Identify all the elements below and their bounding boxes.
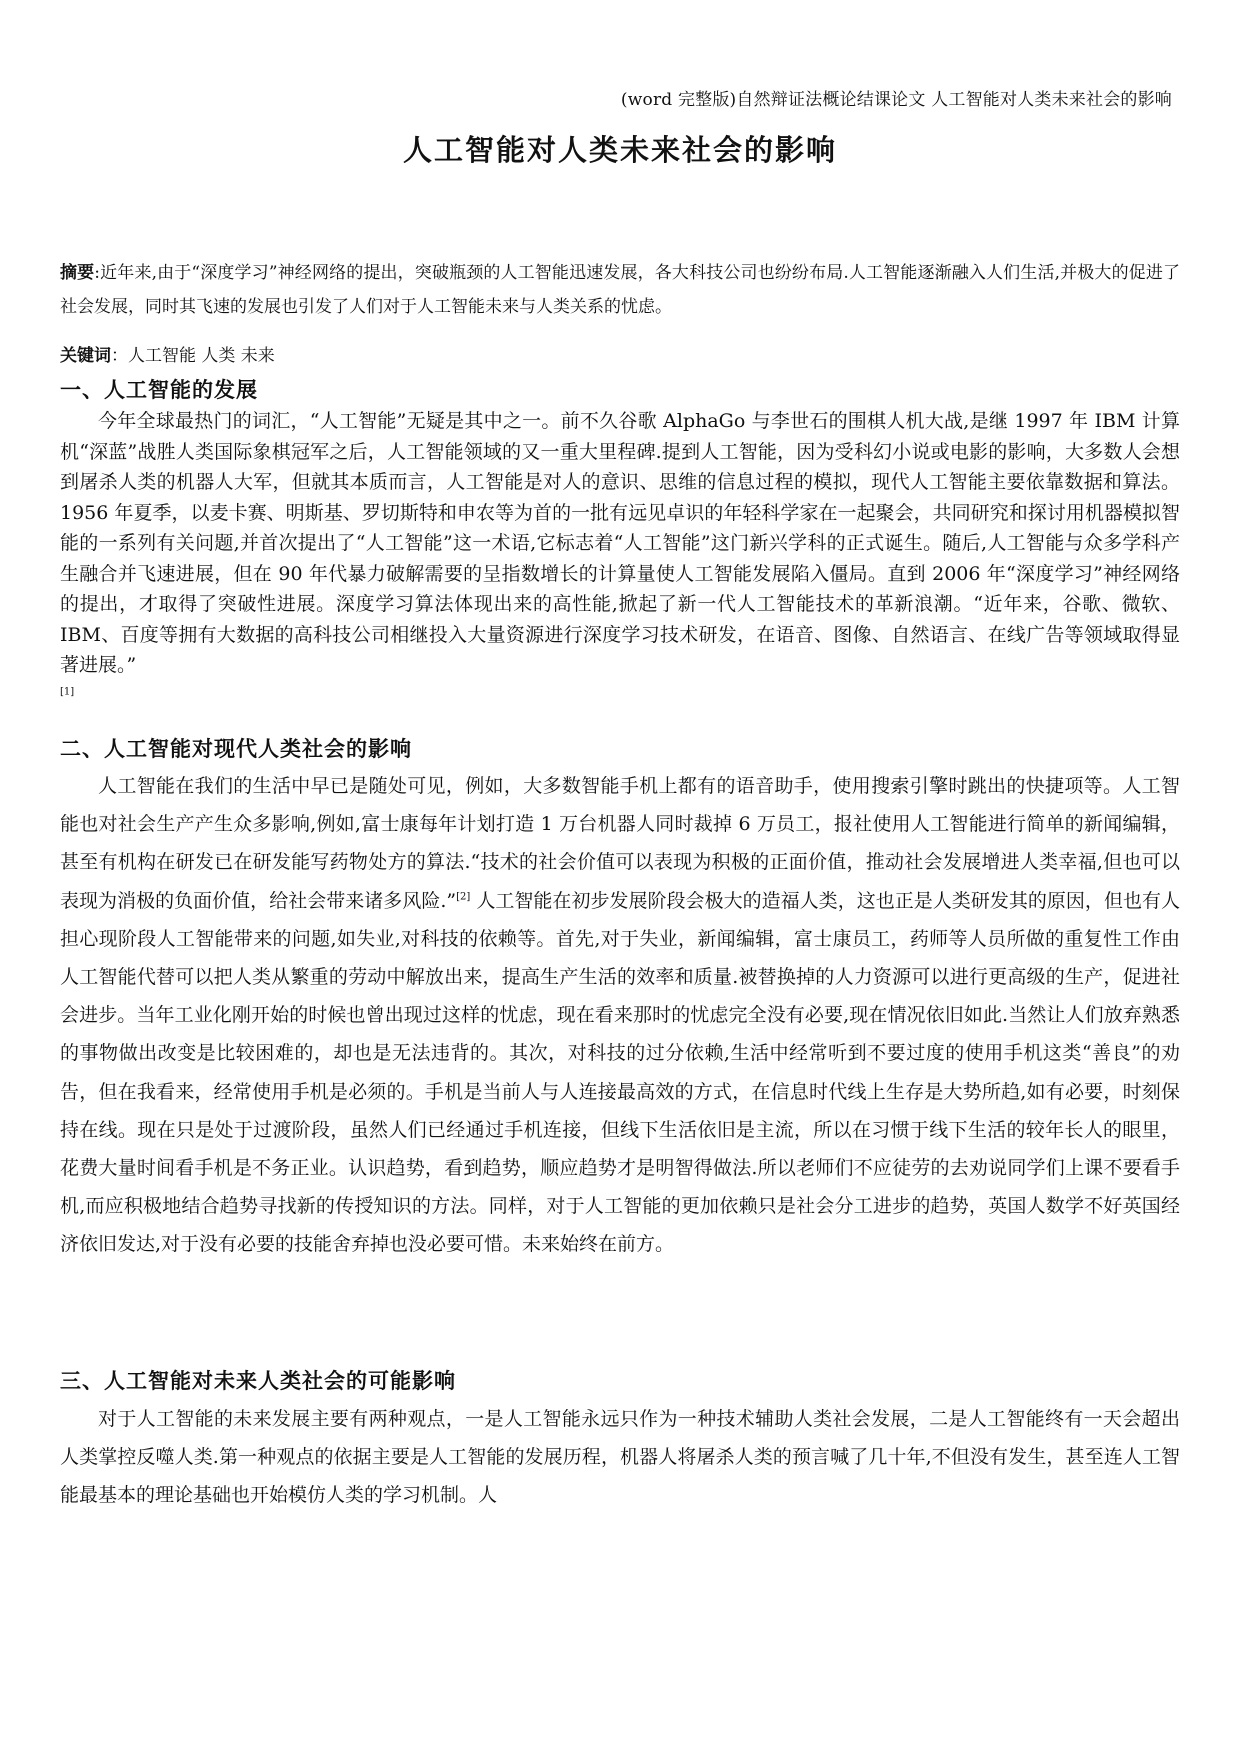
keywords-label: 关键词 (60, 346, 111, 366)
abstract-text: :近年来,由于“深度学习”神经网络的提出，突破瓶颈的人工智能迅速发展，各大科技公司也纷纷布局.人工智能逐渐融入人们生活,并极大的促进了社会发展，同时其飞速的发展也引发了人们对于人工智能未来与人类关系的忧虑。 (60, 263, 1181, 317)
paragraph-text: 今年全球最热门的词汇，“人工智能”无疑是其中之一。前不久谷歌 AlphaGo 与李世石的围棋人机大战,是继 1997 年 IBM 计算机“深蓝”战胜人类国际象棋冠军之后，人工智能领域的又一重大里程碑.提到人工智能，因为受科幻小说或电影的影响，大多数人会想到屠杀人类的机器人大军，但就其本质而言，人工智能是对人的意识、思维的信息过程的模拟，现代人工智能主要依靠数据和算法。1956 年夏季，以麦卡赛、明斯基、罗切斯特和申农等为首的一批有远见卓识的年轻科学家在一起聚会，共同研究和探讨用机器模拟智能的一系列有关问题,并首次提出了“人工智能”这一术语,它标志着“人工智能”这门新兴学科的正式诞生。随后,人工智能与众多学科产生融合并飞速进展，但在 90 年代暴力破解需要的呈指数增长的计算量使人工智能发展陷入僵局。直到 2006 年“深度学习”神经网络的提出，才取得了突破性进展。深度学习算法体现出来的高性能,掀起了新一代人工智能技术的革新浪潮。“近年来，谷歌、微软、IBM、百度等拥有大数据的高科技公司相继投入大量资源进行深度学习技术研发，在语音、图像、自然语言、在线广告等领域取得显著进展。” (60, 410, 1180, 676)
section-2-paragraph (60, 767, 1180, 1264)
keywords (60, 342, 275, 370)
section-1-paragraph (60, 406, 1180, 711)
section-heading-1: 一、人工智能的发展 (60, 377, 258, 402)
paragraph-text: 对于人工智能的未来发展主要有两种观点，一是人工智能永远只作为一种技术辅助人类社会发展，二是人工智能终有一天会超出人类掌控反噬人类.第一种观点的依据主要是人工智能的发展历程，机器人将屠杀人类的预言喊了几十年,不但没有发生，甚至连人工智能最基本的理论基础也开始模仿人类的学习机制。人 (60, 1408, 1180, 1507)
document-page (60, 0, 1180, 1754)
abstract (60, 256, 1180, 324)
section-heading-3: 三、人工智能对未来人类社会的可能影响 (60, 1368, 456, 1393)
keywords-text: ：人工智能 人类 未来 (111, 346, 275, 366)
running-header: (word 完整版)自然辩证法概论结课论文 人工智能对人类未来社会的影响 (620, 90, 1172, 110)
paragraph-text: 人工智能在初步发展阶段会极大的造福人类，这也正是人类研发其的原因，但也有人担心现阶段人工智能带来的问题,如失业,对科技的依赖等。首先,对于失业，新闻编辑，富士康员工，药师等人员所做的重复性工作由人工智能代替可以把人类从繁重的劳动中解放出来，提高生产生活的效率和质量.被替换掉的人力资源可以进行更高级的生产，促进社会进步。当年工业化刚开始的时候也曾出现过这样的忧虑，现在看来那时的忧虑完全没有必要,现在情况依旧如此.当然让人们放弃熟悉的事物做出改变是比较困难的，却也是无法违背的。其次，对科技的过分依赖,生活中经常听到不要过度的使用手机这类“善良”的劝告，但在我看来，经常使用手机是必须的。手机是当前人与人连接最高效的方式，在信息时代线上生存是大势所趋,如有必要，时刻保持在线。现在只是处于过渡阶段，虽然人们已经通过手机连接，但线下生活依旧是主流，所以在习惯于线下生活的较年长人的眼里，花费大量时间看手机是不务正业。认识趋势，看到趋势，顺应趋势才是明智得做法.所以老师们不应徒劳的去劝说同学们上课不要看手机,而应积极地结合趋势寻找新的传授知识的方法。同样，对于人工智能的更加依赖只是社会分工进步的趋势，英国人数学不好英国经济依旧发达,对于没有必要的技能舍弃掉也没必要可惜。未来始终在前方。 (60, 889, 1180, 1256)
paragraph-text: 人工智能在我们的生活中早已是随处可见，例如，大多数智能手机上都有的语音助手，使用搜索引擎时跳出的快捷项等。人工智能也对社会生产产生众多影响,例如,富士康每年计划打造 1 万台机器人同时裁掉 6 万员工，报社使用人工智能进行简单的新闻编辑，甚至有机构在研发已在研发能写药物处方的算法.“技术的社会价值可以表现为积极的正面价值，推动社会发展增进人类幸福,但也可以表现为消极的负面价值，给社会带来诸多风险.” (60, 775, 1180, 912)
citation-marker: [1] (60, 686, 75, 698)
abstract-label: 摘要 (60, 263, 95, 283)
citation-marker: [2] (456, 891, 471, 903)
section-heading-2: 二、人工智能对现代人类社会的影响 (60, 736, 412, 761)
document-title: 人工智能对人类未来社会的影响 (402, 133, 837, 167)
section-3-paragraph (60, 1400, 1180, 1515)
